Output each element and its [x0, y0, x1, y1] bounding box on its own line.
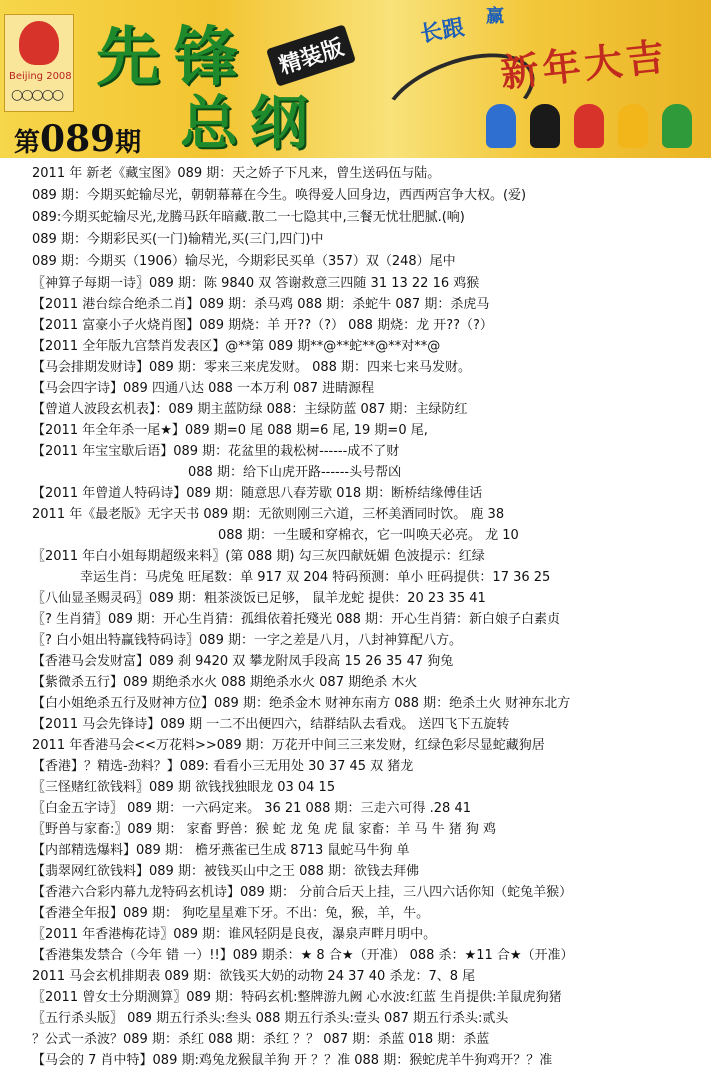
text-line: 【马会四字诗】089 四通八达 088 一本万利 087 进睛源程: [32, 381, 375, 396]
text-line: 【紫微杀五行】089 期绝杀水火 088 期绝杀水火 087 期绝杀 木火: [32, 675, 418, 690]
text-line: 2011 马会玄机排期表 089 期：欲钱买大奶的动物 24 37 40 杀龙：7、8 尾: [32, 969, 476, 984]
text-line: 【香港马会发财富】089 刹 9420 双 攀龙附凤手段高 15 26 35 47 狗兔: [32, 654, 454, 669]
text-line: 089:今期买蛇输尽光,龙腾马跃年暗藏.散二一七隐其中,三餐无忧壮肥腻.(响): [32, 210, 465, 225]
text-line: 2011 年 新老《藏宝图》089 期：天之娇子下凡来，曾生送码伍与陆。: [32, 166, 441, 181]
text-line: 〖2011 年白小姐每期超级来料〗(第 088 期) 勾三灰四献妩媚 色波提示：红绿: [32, 549, 485, 564]
follow-label: 长跟: [418, 15, 467, 48]
text-line: 【2011 港台综合绝杀二肖】089 期：杀马鸡 088 期：杀蛇牛 087 期：杀虎马: [32, 297, 490, 312]
text-line: 089 期：今期彩民买(一门)输精光,买(三门,四门)中: [32, 232, 324, 247]
text-line: 【白小姐绝杀五行及财神方位】089 期：绝杀金木 财神东南方 088 期：绝杀土火 财神东北方: [32, 696, 571, 711]
text-line: 〖白金五字诗〗 089 期：一六码定来。 36 21 088 期：三走六可得 .28 41: [32, 801, 471, 816]
text-line: 【马会的 7 肖中特】089 期:鸡兔龙猴鼠羊狗 开 ？？准 088 期：猴蛇虎羊牛狗鸡开？？准: [32, 1053, 553, 1068]
text-line: 〖神算子每期一诗〗089 期：陈 9840 双 答谢救意三四随 31 13 22 16 鸡猴: [32, 276, 480, 291]
issue-prefix: 第: [14, 128, 41, 158]
issue-number-value: 089: [40, 118, 116, 158]
text-line: 〖? 白小姐出特赢钱特码诗〗089 期：一字之差是八月，八封神算配八方。: [32, 633, 462, 648]
mascot-group: [478, 96, 708, 152]
text-line: 【2011 全年版九宫禁肖发表区】@**第 089 期**@**蛇**@**对**@: [32, 339, 441, 354]
winner-label: 赢: [486, 6, 504, 27]
text-line: 088 期：一生暖和穿棉衣，它一叫唤天必亮。 龙 10: [218, 528, 519, 543]
text-line: 〖2011 曾女士分期测算〗089 期：特码玄机:整牌游九阙 心水波:红蓝 生肖提供:羊鼠虎狗猪: [32, 990, 562, 1005]
text-line: 【马会排期发财诗】089 期：零来三来虎发财。 088 期：四来七来马发财。: [32, 360, 472, 375]
mascot-icon: [486, 104, 516, 148]
text-line: 【2011 马会先锋诗】089 期 一二不出便四六，结群结队去看戏。 送四飞下五旋转: [32, 717, 510, 732]
olympic-emblem-icon: [19, 21, 59, 65]
text-line: 【2011 年全年杀一尾★】089 期=0 尾 088 期=6 尾, 19 期=0 尾,: [32, 423, 428, 438]
text-line: 〖野兽与家畜:〗089 期： 家畜 野兽：猴 蛇 龙 兔 虎 鼠 家畜：羊 马 牛 猪 狗 鸡: [32, 822, 497, 837]
olympic-logo: [4, 14, 74, 112]
text-line: 【香港全年报】089 期： 狗吃星星难下牙。不出：兔，猴，羊，牛。: [32, 906, 430, 921]
text-line: 〖? 生肖猜〗089 期：开心生肖猜：孤缉依着托殘光 088 期：开心生肖猜：新白娘子白素贞: [32, 612, 561, 627]
olympic-rings-icon: ○○○○○: [11, 87, 63, 103]
text-line: 089 期：今期买蛇输尽光，朝朝幕幕在今生。唤得爱人回身边，西西两宫争大权。(爱): [32, 188, 527, 203]
text-line: 【翡翠网红欲钱料】089 期：被钱买山中之王 088 期：欲钱去拜佛: [32, 864, 420, 879]
header-banner: [0, 0, 711, 158]
mascot-icon: [618, 104, 648, 148]
text-line: 【2011 年曾道人特码诗】089 期：随意思八春芳歇 018 期：断桥结缘傅佳话: [32, 486, 483, 501]
beijing-label: Beijing 2008: [9, 71, 72, 82]
issue-number: [14, 118, 141, 158]
mascot-icon: [574, 104, 604, 148]
text-line: 〖2011 年香港梅花诗〗089 期：谁风轻阴是良夜，瀑泉声畔月明中。: [32, 927, 437, 942]
newyear-greeting: 新年大吉: [498, 33, 671, 96]
text-line: 【香港六合彩内幕九龙特码玄机诗】089 期： 分前合后天上挂，三八四六话你知（蛇兔羊猴）: [32, 885, 573, 900]
mascot-icon: [662, 104, 692, 148]
title-main: 先锋: [96, 20, 252, 95]
text-line: 089 期：今期买（1906）输尽光，今期彩民买单（357）双（248）尾中: [32, 254, 456, 269]
text-line: 【2011 年宝宝歇后语】089 期：花盆里的栽松树------成不了财: [32, 444, 400, 459]
text-line: 〖五行杀头版〗 089 期五行杀头:叁头 088 期五行杀头:壹头 087 期五行杀头:贰头: [32, 1011, 509, 1026]
text-line: 2011 年《最老版》无字天书 089 期：无欲则刚三六道，三杯美酒同时饮。 鹿 38: [32, 507, 505, 522]
title-sub: 总纲: [180, 89, 321, 157]
text-line: ？公式一杀波？089 期：杀红 088 期：杀红 ？？ 087 期：杀蓝 018 期：杀蓝: [32, 1032, 490, 1047]
text-line: 088 期：给下山虎开路------头号帮凶: [188, 465, 402, 480]
text-line: 〖三怪赌红欲钱料〗089 期 欲钱找独眼龙 03 04 15: [32, 780, 336, 795]
text-line: 【内部精选爆料】089 期： 檐牙燕雀已生成 8713 鼠蛇马牛狗 单: [32, 843, 410, 858]
text-line: 幸运生肖：马虎兔 旺尾数：单 917 双 204 特码预测：单小 旺码提供：17 36 25: [80, 570, 551, 585]
edition-badge: 精装版: [266, 24, 356, 86]
mascot-icon: [530, 104, 560, 148]
text-line: 【曾道人波段玄机表】：089 期主蓝防绿 088：主绿防蓝 087 期：主绿防红: [32, 402, 468, 417]
text-line: 2011 年香港马会<<万花料>>089 期：万花开中间三三来发财，红绿色彩尽显蛇藏狗居: [32, 738, 545, 753]
text-line: 【香港】？精选-劲料？】089: 看看小三无用处 30 37 45 双 猪龙: [32, 759, 414, 774]
text-line: 【2011 富豪小子火烧肖图】089 期烧：羊 开??（?） 088 期烧：龙 开??（?）: [32, 318, 493, 333]
issue-suffix: 期: [115, 128, 142, 158]
text-line: 【香港集发禁合（今年 错 一）!!】089 期杀：★ 8 合★（开准） 088 杀：★11 合★（开准）: [32, 948, 574, 963]
text-line: 〖八仙显圣赐灵码〗089 期：粗茶淡饭已足够， 鼠羊龙蛇 提供：20 23 35 41: [32, 591, 486, 606]
